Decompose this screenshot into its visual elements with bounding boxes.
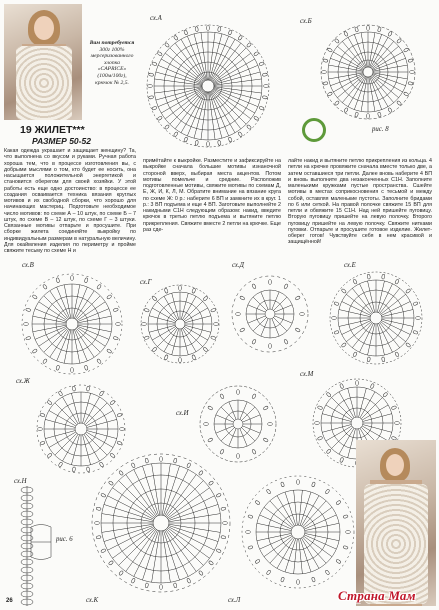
label-figure-6: рис. 6 <box>56 536 73 543</box>
label-scheme-v: сх.В <box>22 262 34 269</box>
scheme-d-diagram <box>228 272 312 356</box>
label-scheme-zh: сх.Ж <box>16 378 30 385</box>
model-photo-bottom <box>356 440 436 606</box>
scheme-g-diagram <box>138 282 222 366</box>
scheme-k-diagram <box>88 450 234 596</box>
label-scheme-l: сх.Л <box>228 597 241 604</box>
body-text-column-3: лайте накид и вытяните петлю прикрепления из кольца. 4 петли на крючке провяжите сначала вместе только две, а затем оставшиеся три петли. Далее вновь наберите 4 ВП и вновь выполните два незаконченных С1Н. Заполните маленькими кружками пустые пространства. Сшейте мотивы в местах соприкосновения с тесьмой и между собой, оставляя маленькие пустоты. Заполните бридами по 6 или сеткой. На правой полочке свяжите 15 ВП для петли и обвяжите 15 С1Н. Над ней пришейте пуговицу. Вторую пуговицу пришейте на левую полочку. Второго пуговицу пришейте на левую полочку. Свяжите нитками пуговки. Отпарьте и просушите готовое изделие. Жилет-оберег готов! Чувствуйте себя в нем красивой и защищённой! <box>288 158 432 246</box>
figure-8-green-ring <box>302 118 326 142</box>
body-text-column-2: примётайте к выкройке. Разместите и зафиксируйте на выкройке сначала большие мотивы изнаночной стороной вверх, выбирая места акцентов. Потом мотивы помельче и средние. Расположив подготовленные мотивы, свяжите мотивы по схемам Д, Е, Ж, И, К, Л, М. Обратите внимание на вязание круга по схеме Ж: 0 р.: наберите 6 ВП и замкните их в круг. 1 р.: 3 ВП подъема и еще 4 ВП. Заготовьте выполнейте 2 накидными С1Н следующим образом: накид, введите крючок в третью петлю подъема и вытяните петлю прикрепления. Свяжите вместе 2 петли на крючке. Еще раз сде- <box>143 158 281 233</box>
label-figure-8: рис. 8 <box>372 126 389 133</box>
materials-line: «CAPRICE» (100м/100г), <box>97 66 127 79</box>
label-scheme-e: сх.Е <box>344 262 356 269</box>
label-scheme-d: сх.Д <box>232 262 244 269</box>
materials-heading: Вам потребуется <box>89 40 135 46</box>
pattern-title: 19 ЖИЛЕТ*** <box>20 124 85 136</box>
label-scheme-b: сх.Б <box>300 18 312 25</box>
label-scheme-a: сх.А <box>150 15 162 22</box>
scheme-e-diagram <box>326 268 426 368</box>
label-scheme-i: сх.И <box>176 410 189 417</box>
figure-6-diagram <box>26 522 56 562</box>
watermark-logo: Страна Мам <box>338 588 416 603</box>
scheme-v-diagram <box>18 270 126 378</box>
materials-block <box>84 40 140 86</box>
scheme-a-diagram <box>144 22 272 150</box>
label-scheme-k: сх.К <box>86 597 99 604</box>
page-number: 26 <box>6 598 13 604</box>
scheme-l-diagram <box>236 470 360 594</box>
pattern-size: РАЗМЕР 50-52 <box>32 136 91 146</box>
materials-line: 300г 100% мерсеризованного хлопка <box>90 46 134 66</box>
body-text-column-1: Какая одежда украшает и защищает женщину? Та, что выполнена со вкусом и руками. Ручная работа хороша тем, что в процессе изготовления вы, с добрыми мыслями о том, кто будет ее носить, она насыщается положительной энергетикой и становится оберегом для своей хозяйки. У этой работы есть еще одно достоинство: в процессе ее создания осваивается техника вязания круглых мотивов и их свободной сборки, что хорошо для начинающих мастериц. Подготовьте необходимое число мотивов: по схеме А – 10 штук, по схеме Б – 7 штук, по схеме В – 12 штук, по схеме Г – 3 штуки. Связанные мотивы отпарьте и просушите. При сборке жилета соединяйте выкройку по индивидуальным размерам в натуральную величину. Для окаймления изделия по периметру и пройме свяжите тесьму по схеме Н и <box>4 148 136 254</box>
materials-line: крючок № 2,5. <box>95 79 129 86</box>
model-photo-top <box>4 4 82 120</box>
label-scheme-g: сх.Г <box>140 279 152 286</box>
label-scheme-m: сх.М <box>300 371 314 378</box>
scheme-b-diagram <box>318 22 418 122</box>
label-scheme-n: сх.Н <box>14 478 27 485</box>
